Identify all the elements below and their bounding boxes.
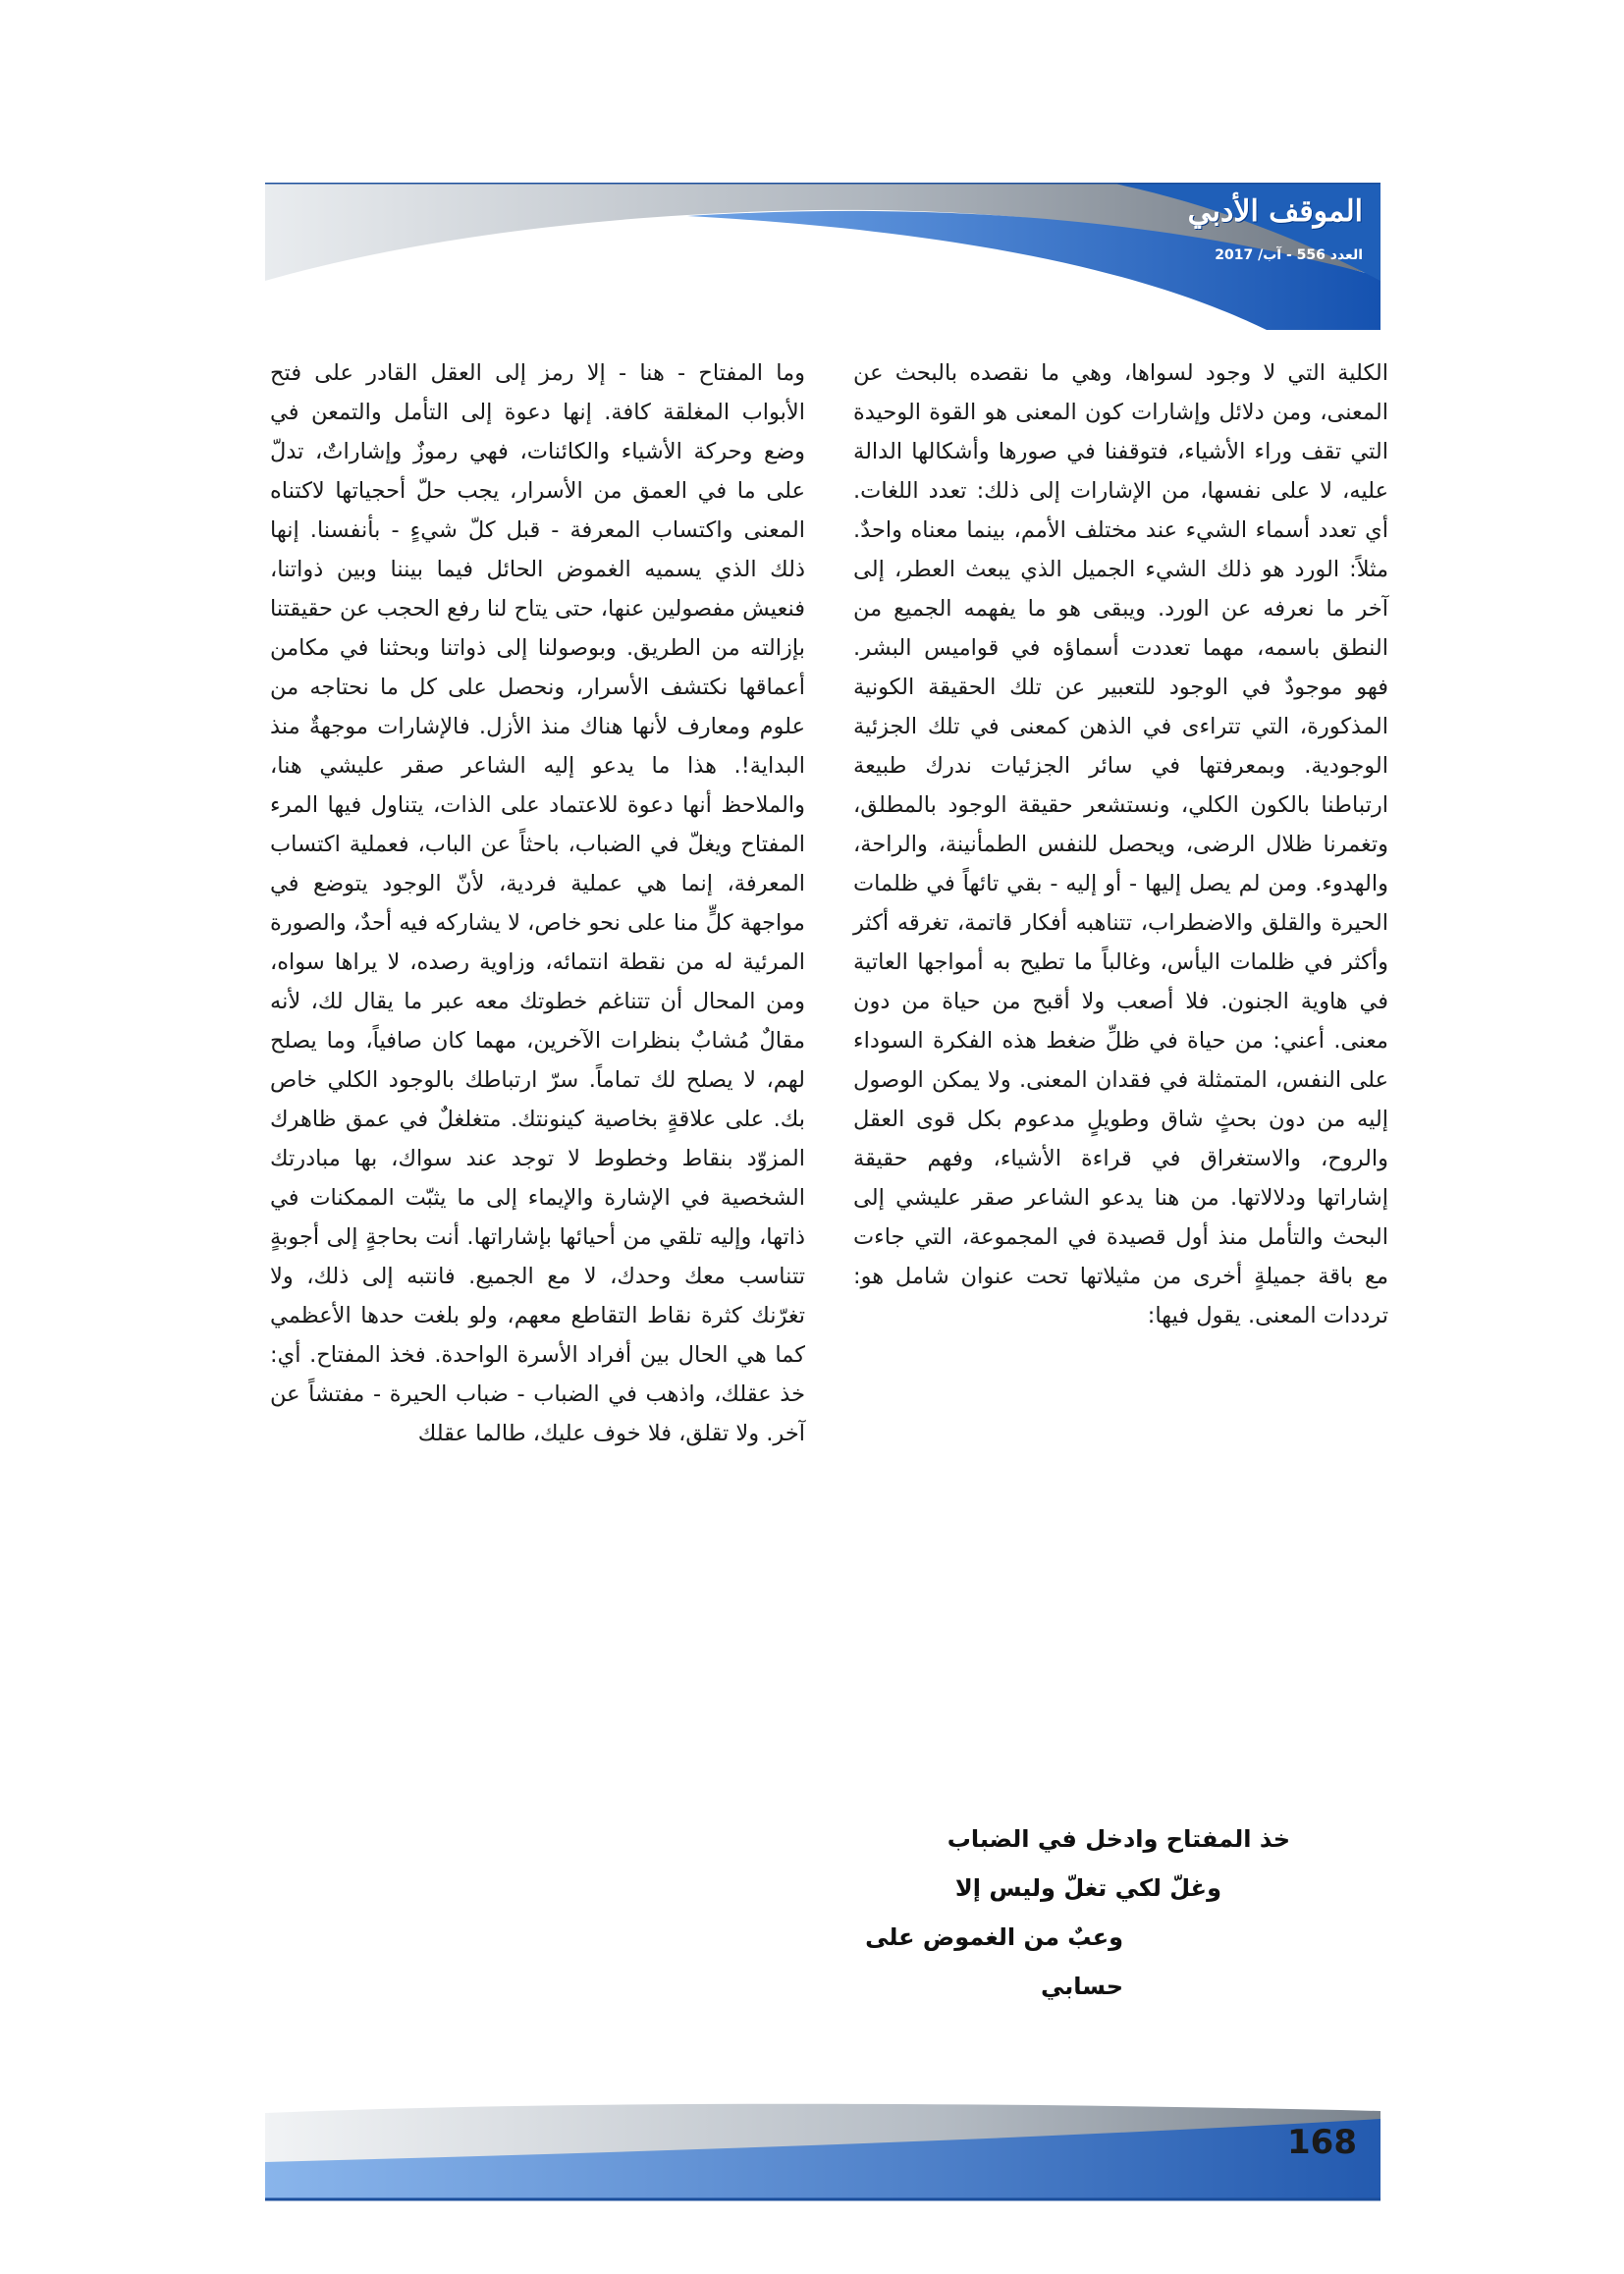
- issue-line: العدد 556 - آب/ 2017: [1215, 247, 1363, 263]
- page-number: 168: [1287, 2123, 1357, 2162]
- poem-excerpt: [858, 1814, 1369, 2000]
- magazine-masthead: الموقف الأدبي: [1187, 194, 1363, 229]
- article-paragraph: الكلية التي لا وجود لسواها، وهي ما نقصده بالبحث عن المعنى، ومن دلائل وإشارات كون المعنى هو القوة الوحيدة التي تقف وراء الأشياء، فتوقفنا في صورها وأشكالها الدالة عليه، لا على نفسها، من الإشارات إلى ذلك: تعدد اللغات. أي تعدد أسماء الشيء عند مختلف الأمم، بينما معناه واحدٌ. مثلاً: الورد هو ذلك الشيء الجميل الذي يبعث العطر، إلى آخر ما نعرفه عن الورد. ويبقى هو ما يفهمه الجميع من النطق باسمه، مهما تعددت أسماؤه في قواميس البشر. فهو موجودٌ في الوجود للتعبير عن تلك الحقيقة الكونية المذكورة، التي تتراءى في الذهن كمعنى في تلك الجزئية الوجودية. وبمعرفتها في سائر الجزئيات ندرك طبيعة ارتباطنا بالكون الكلي، ونستشعر حقيقة الوجود بالمطلق، وتغمرنا ظلال الرضى، ويحصل للنفس الطمأنينة، والراحة، والهدوء. ومن لم يصل إليها - أو إليه - بقي تائهاً في ظلمات الحيرة والقلق والاضطراب، تتناهبه أفكار قاتمة، تغرقه أكثر وأكثر في ظلمات اليأس، وغالباً ما تطيح به أمواجها العاتية في هاوية الجنون. فلا أصعب ولا أقبح من حياة من دون معنى. أعني: من حياة في ظلِّ ضغط هذه الفكرة السوداء على النفس، المتمثلة في فقدان المعنى. ولا يمكن الوصول إليه من دون بحثٍ شاق وطويلٍ مدعوم بكل قوى العقل والروح، والاستغراق في قراءة الأشياء، وفهم حقيقة إشاراتها ودلالاتها. من هنا يدعو الشاعر صقر عليشي إلى البحث والتأمل منذ أول قصيدة في المجموعة، التي جاءت مع باقة جميلةٍ أخرى من مثيلاتها تحت عنوان شامل هو: ترددات المعنى. يقول فيها:: [853, 360, 1388, 1328]
- poem-line: وعبٌ من الغموض على حسابي: [865, 1923, 1123, 2000]
- header-banner: [265, 183, 1380, 330]
- article-paragraph: وما المفتاح - هنا - إلا رمز إلى العقل القادر على فتح الأبواب المغلقة كافة. إنها دعوة إلى التأمل والتمعن في وضع وحركة الأشياء والكائنات، فهي رموزٌ وإشاراتٌ، تدلّ على ما في العمق من الأسرار، يجب حلّ أحجياتها لاكتناه المعنى واكتساب المعرفة - قبل كلّ شيءٍ - بأنفسنا. إنها ذلك الذي يسميه الغموض الحائل فيما بيننا وبين ذواتنا، فنعيش مفصولين عنها، حتى يتاح لنا رفع الحجب عن حقيقتنا بإزالته من الطريق. وبوصولنا إلى ذواتنا وبحثنا في مكامن أعماقها نكتشف الأسرار، ونحصل على كل ما نحتاجه من علوم ومعارف لأنها هناك منذ الأزل. فالإشارات موجهةٌ منذ البداية!. هذا ما يدعو إليه الشاعر صقر عليشي هنا، والملاحظ أنها دعوة للاعتماد على الذات، يتناول فيها المرء المفتاح ويغلّ في الضباب، باحثاً عن الباب، فعملية اكتساب المعرفة، إنما هي عملية فردية، لأنّ الوجود يتوضع في مواجهة كلٍّ منا على نحو خاص، لا يشاركه فيه أحدٌ، والصورة المرئية له من نقطة انتمائه، وزاوية رصده، لا يراها سواه، ومن المحال أن تتناغم خطوتك معه عبر ما يقال لك، لأنه مقالٌ مُشابٌ بنظرات الآخرين، مهما كان صافياً، وما يصلح لهم، لا يصلح لك تماماً. سرّ ارتباطك بالوجود الكلي خاص بك. على علاقةٍ بخاصية كينونتك. متغلغلٌ في عمق ظاهرك المزوّد بنقاط وخطوط لا توجد عند سواك، بها مبادرتك الشخصية في الإشارة والإيماء إلى ما يثبّت الممكنات في ذاتها، وإليه تلقي من أحيائها بإشاراتها. أنت بحاجةٍ إلى أجوبةٍ تتناسب معك وحدك، لا مع الجميع. فانتبه إلى ذلك، ولا تغرّنك كثرة نقاط التقاطع معهم، ولو بلغت حدها الأعظمي كما هي الحال بين أفراد الأسرة الواحدة. فخذ المفتاح. أي: خذ عقلك، واذهب في الضباب - ضباب الحيرة - مفتشاً عن آخر. ولا تقلق، فلا خوف عليك، طالما عقلك: [270, 360, 805, 1446]
- poem-line: خذ المفتاح وادخل في الضباب: [947, 1825, 1290, 1853]
- article-column-left: [270, 353, 805, 1453]
- footer-swoosh-graphic: [265, 2101, 1380, 2209]
- poem-line: وغلّ لكي تغلّ وليس إلا: [954, 1874, 1221, 1902]
- article-column-right: [853, 353, 1388, 1335]
- footer-band: [265, 2101, 1380, 2209]
